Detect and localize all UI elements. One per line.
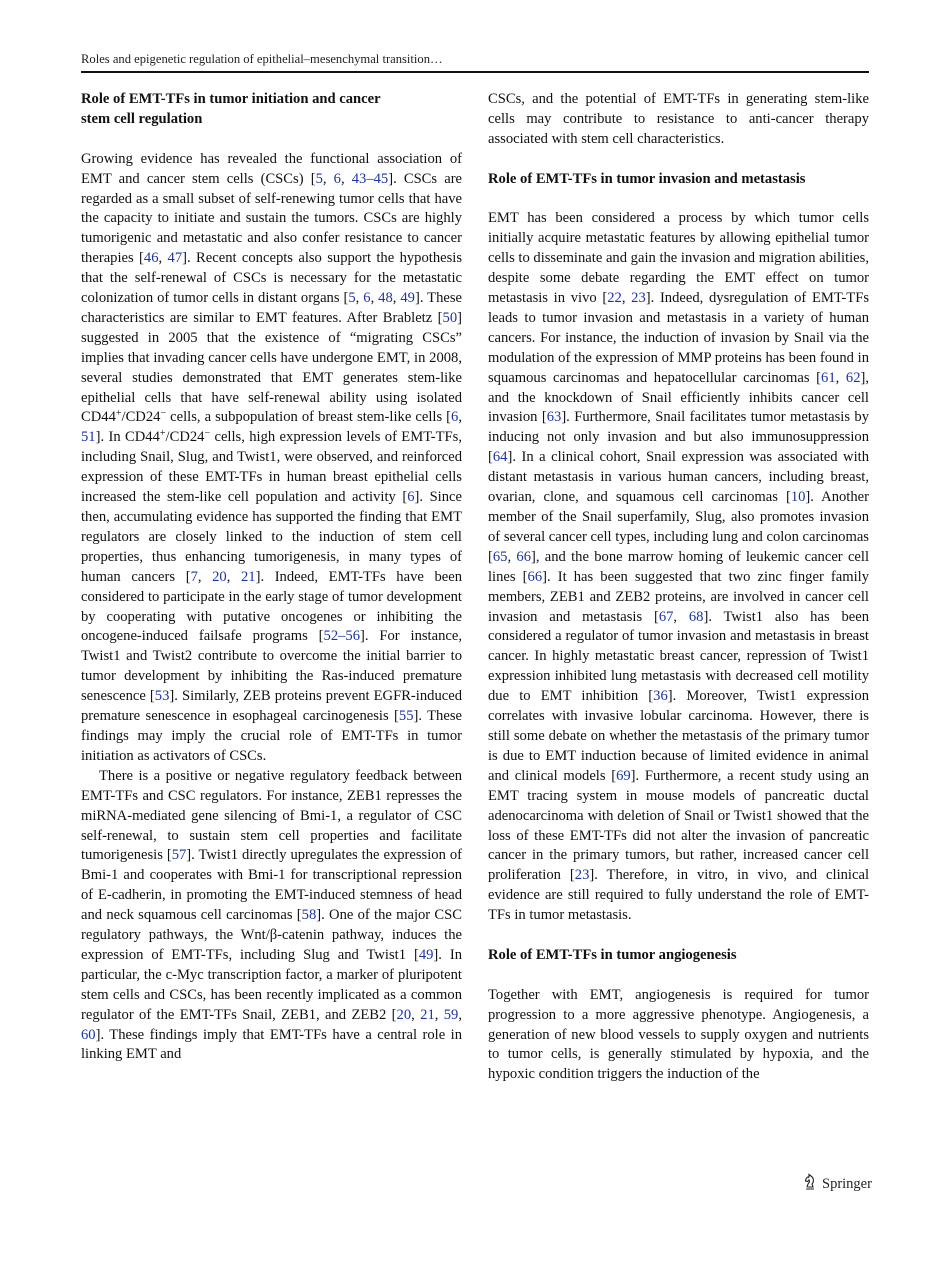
section-title-line2: stem cell regulation	[81, 110, 203, 127]
citation-link[interactable]: 20	[212, 568, 227, 585]
right-column	[488, 90, 869, 1085]
citation-link[interactable]: 62	[845, 369, 861, 386]
citation-link[interactable]: 66	[527, 568, 543, 585]
superscript: −	[204, 428, 211, 440]
paragraph-continuation: CSCs, and the potential of EMT-TFs in generating stem-like cells may contribute to resistance to anti-cancer therapy associated with stem cell characteristics.	[488, 91, 869, 147]
citation-link[interactable]: 5	[315, 170, 323, 187]
citation-link[interactable]: 68	[688, 608, 704, 625]
citation-link[interactable]: 46	[143, 250, 159, 267]
citation-link[interactable]: 53	[154, 688, 170, 705]
header-rule	[81, 71, 869, 73]
section-title-tumor-initiation	[81, 90, 462, 130]
citation-link[interactable]: 43–45	[351, 170, 389, 187]
paragraph: There is a positive or negative regulatory feedback between EMT-TFs and CSC regulators. For instance, ZEB1 represses the miRNA-mediated gene silencing of Bmi-1, a regulator of CSC self-renewal, to sustain stem cell properties and facilitate tumorigenesis [57]. Twist1 directly upregulates the expression of Bmi-1 and cooperates with Bmi-1 for transcriptional repression of E-cadherin, in promoting the EMT-induced stemness of head and neck squamous cell carcinomas [58]. One of the major CSC regulatory pathways, the Wnt/β-catenin pathway, induces the expression of EMT-TFs, including Slug and Twist1 [49]. In particular, the c-Myc transcription factor, a marker of pluripotent stem cells and CSCs, has been recently implicated as a common regulator of the EMT-TFs Snail, ZEB1, and ZEB2 [20, 21, 59, 60]. These findings imply that EMT-TFs have a central role in linking EMT and	[81, 767, 462, 1063]
citation-link[interactable]: 36	[653, 688, 668, 705]
section-title-line1: Role of EMT-TFs in tumor initiation and cancer	[81, 91, 381, 107]
citation-link[interactable]: 63	[546, 409, 562, 426]
citation-link[interactable]: 5	[348, 290, 356, 307]
superscript: +	[115, 408, 122, 420]
citation-link[interactable]: 66	[516, 548, 531, 565]
citation-link[interactable]: 21	[420, 1006, 435, 1023]
spacer	[488, 150, 869, 170]
citation-link[interactable]: 6	[363, 290, 371, 307]
springer-horse-icon	[802, 1173, 818, 1196]
left-column	[81, 90, 462, 1065]
paragraph: Together with EMT, angiogenesis is required for tumor progression to a more aggressive phenotype. Angiogenesis, a generation of new blood vessels to supply oxygen and nutrients to tumor cells, is generally stimulated by hypoxia, and the hypoxic condition triggers the induction of the	[488, 986, 869, 1083]
citation-link[interactable]: 64	[492, 449, 508, 466]
citation-link[interactable]: 6	[451, 409, 459, 426]
citation-link[interactable]: 23	[631, 290, 646, 307]
citation-link[interactable]: 20	[396, 1006, 412, 1023]
spacer	[488, 966, 869, 986]
citation-link[interactable]: 23	[574, 867, 590, 884]
publisher-logo	[802, 1173, 872, 1196]
citation-link[interactable]: 65	[492, 548, 508, 565]
citation-link[interactable]: 48	[378, 290, 393, 307]
paragraph: Growing evidence has revealed the functional association of EMT and cancer stem cells (CSCs) [5, 6, 43–45]. CSCs are regarded as a small subset of self-renewing tumor cells that have the capacity to initiate and sustain the tumors. CSCs are highly tumorigenic and metastatic and also confer resistance to cancer therapies [46, 47]. Recent concepts also support the hypothesis that the self-renewal of CSCs is necessary for the metastatic colonization of tumor cells in distant organs [5, 6, 48, 49]. These characteristics are similar to EMT features. After Brabletz [50] suggested in 2005 that the existence of “migrating CSCs” implies that invading cancer cells have undergone EMT, in 2008, several studies demonstrated that EMT generates stem-like epithelial cells that have self-renewal ability using isolated CD44+/CD24− cells, a subpopulation of breast stem-like cells [6, 51]. In CD44+/CD24− cells, high expression levels of EMT-TFs, including Snail, Slug, and Twist1, were observed, and reinforced expression of these EMT-TFs in human breast epithelial cells increased the stem-like cell population and activity [6]. Since then, accumulating evidence has supported the finding that EMT regulators are closely linked to the induction of stem cell properties, thus enhancing tumorigenesis, in many types of human cancers [7, 20, 21]. Indeed, EMT-TFs have been considered to participate in the early stage of tumor development by cooperating with putative oncogenes or inhibiting the oncogene-induced failsafe programs [52–56]. For instance, Twist1 and Twist2 contribute to overcome the initial barrier to tumor development by inhibiting the Ras-induced premature senescence [53]. Similarly, ZEB proteins prevent EGFR-induced premature senescence in esophageal carcinogenesis [55]. These findings may imply the crucial role of EMT-TFs in tumor initiation as activators of CSCs.	[81, 150, 463, 764]
section-title-angiogenesis: Role of EMT-TFs in tumor angiogenesis	[488, 946, 737, 963]
citation-link[interactable]: 21	[240, 568, 256, 585]
citation-link[interactable]: 69	[616, 767, 631, 784]
citation-link[interactable]: 51	[81, 429, 96, 446]
paragraph: EMT has been considered a process by which tumor cells initially acquire metastatic features by allowing epithelial tumor cells to disseminate and gain the invasion and migration abilities, despite some debate regarding the EMT effect on tumor metastasis in vivo [22, 23]. Indeed, dysregulation of EMT-TFs leads to tumor invasion and metastasis in a variety of human cancers. For instance, the induction of invasion by Snail via the modulation of the expression of MMP proteins has been found in squamous carcinomas and hepatocellular carcinomas [61, 62], and the knockdown of Snail efficiently inhibits cancer cell invasion [63]. Furthermore, Snail facilitates tumor metastasis by inducing not only invasion and but also immunosuppression [64]. In a clinical cohort, Snail expression was associated with distant metastasis in various human cancers, including breast, ovarian, clone, and squamous cell carcinomas [10]. Another member of the Snail superfamily, Slug, also promotes invasion of several cancer cell types, including lung and colon carcinomas [65, 66], and the bone marrow homing of leukemic cancer cell lines [66]. It has been suggested that two zinc finger family members, ZEB1 and ZEB2 proteins, are involved in cancer cell invasion and metastasis [67, 68]. Twist1 also has been considered a regulator of tumor invasion and metastasis in breast cancer. In highly metastatic breast cancer, repression of Twist1 expression inhibited lung metastasis with decreased cell motility due to EMT inhibition [36]. Moreover, Twist1 expression correlates with invasive lobular carcinoma. However, there is still some debate on whether the metastasis of the primary tumor is due to EMT induction because of limited evidence in animal and clinical models [69]. Furthermore, a recent study using an EMT tracing system in mouse models of pancreatic ductal adenocarcinoma with deletion of Snail or Twist1 showed that the loss of these EMT-TFs did not alter the invasion of pancreatic cancer in the primary tumors, but rather, increased cancer cell proliferation [23]. Therefore, in vitro, in vivo, and clinical evidence are still required to fully understand the role of EMT-TFs in tumor metastasis.	[488, 210, 870, 924]
citation-link[interactable]: 6	[333, 170, 341, 187]
citation-link[interactable]: 58	[301, 907, 317, 924]
citation-link[interactable]: 60	[81, 1026, 96, 1043]
section-title-invasion-metastasis: Role of EMT-TFs in tumor invasion and metastasis	[488, 170, 806, 187]
spacer	[81, 130, 462, 150]
citation-link[interactable]: 49	[418, 946, 434, 963]
citation-link[interactable]: 7	[190, 568, 198, 585]
spacer	[488, 926, 869, 946]
running-header: Roles and epigenetic regulation of epithelial–mesenchymal transition…	[81, 52, 443, 66]
superscript: −	[160, 408, 167, 420]
citation-link[interactable]: 6	[407, 489, 415, 506]
spacer	[488, 190, 869, 210]
citation-link[interactable]: 52–56	[323, 628, 360, 645]
citation-link[interactable]: 67	[658, 608, 674, 625]
citation-link[interactable]: 47	[167, 250, 183, 267]
citation-link[interactable]: 22	[607, 290, 622, 307]
citation-link[interactable]: 10	[790, 489, 806, 506]
citation-link[interactable]: 49	[400, 290, 415, 307]
citation-link[interactable]: 61	[821, 369, 836, 386]
superscript: +	[159, 428, 166, 440]
citation-link[interactable]: 50	[442, 309, 458, 326]
citation-link[interactable]: 55	[398, 708, 414, 725]
publisher-name: Springer	[822, 1176, 872, 1192]
citation-link[interactable]: 59	[443, 1006, 459, 1023]
citation-link[interactable]: 57	[171, 847, 187, 864]
